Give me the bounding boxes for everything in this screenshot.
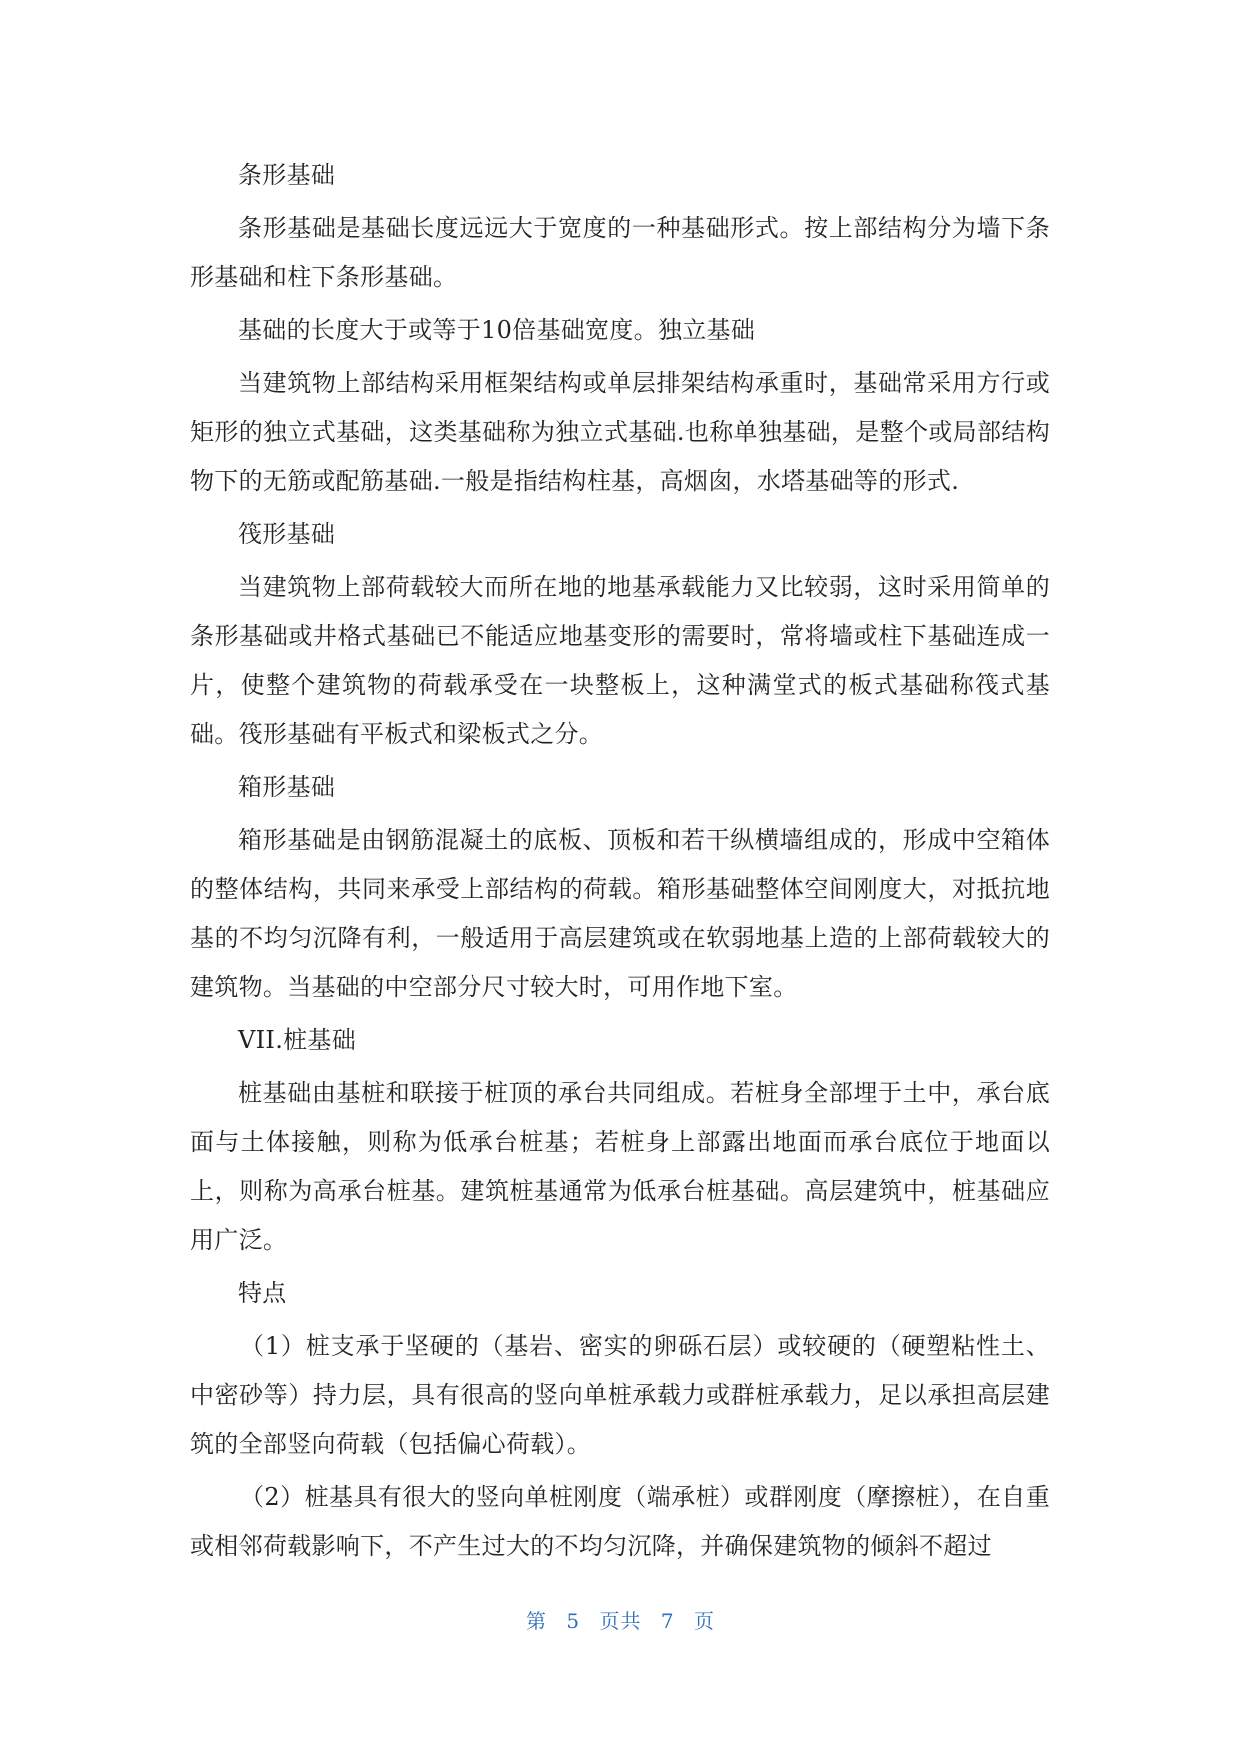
paragraph-isolated-foundation: 当建筑物上部结构采用框架结构或单层排架结构承重时，基础常采用方行或矩形的独立式基础，这类基础称为独立式基础.也称单独基础，是整个或局部结构物下的无筋或配筋基础.一般是指结构柱基，高烟囱，水塔基础等的形式.	[190, 369, 1050, 495]
footer-prefix: 第	[526, 1609, 548, 1633]
feature-item-1: （1）桩支承于坚硬的（基岩、密实的卵砾石层）或较硬的（硬塑粘性土、中密砂等）持力层，具有很高的竖向单桩承载力或群桩承载力，足以承担高层建筑的全部竖向荷载（包括偏心荷载）。	[190, 1332, 1050, 1458]
page-footer	[0, 1605, 1241, 1634]
paragraph-box-foundation: 箱形基础是由钢筋混凝土的底板、顶板和若干纵横墙组成的，形成中空箱体的整体结构，共同来承受上部结构的荷载。箱形基础整体空间刚度大，对抵抗地基的不均匀沉降有利，一般适用于高层建筑或在软弱地基上造的上部荷载较大的建筑物。当基础的中空部分尺寸较大时，可用作地下室。	[190, 826, 1050, 1001]
document-body	[190, 151, 1050, 1575]
paragraph-strip-foundation: 条形基础是基础长度远远大于宽度的一种基础形式。按上部结构分为墙下条形基础和柱下条形基础。	[190, 214, 1050, 291]
heading-pile-foundation: VII.桩基础	[238, 1026, 357, 1054]
footer-suffix: 页	[693, 1609, 715, 1633]
feature-item-2: （2）桩基具有很大的竖向单桩刚度（端承桩）或群刚度（摩擦桩），在自重或相邻荷载影响下，不产生过大的不均匀沉降，并确保建筑物的倾斜不超过	[190, 1483, 1050, 1560]
heading-raft-foundation: 筏形基础	[238, 520, 336, 548]
footer-total-pages: 7	[660, 1609, 675, 1633]
heading-strip-foundation: 条形基础	[238, 161, 336, 189]
footer-page-number: 5	[566, 1609, 581, 1633]
heading-features: 特点	[238, 1279, 287, 1307]
heading-box-foundation: 箱形基础	[238, 773, 336, 801]
paragraph-strip-length: 基础的长度大于或等于10倍基础宽度。独立基础	[238, 316, 756, 344]
footer-middle: 页共	[599, 1609, 642, 1633]
paragraph-raft-foundation: 当建筑物上部荷载较大而所在地的地基承载能力又比较弱，这时采用简单的条形基础或井格式基础已不能适应地基变形的需要时，常将墙或柱下基础连成一片，使整个建筑物的荷载承受在一块整板上，这种满堂式的板式基础称筏式基础。筏形基础有平板式和梁板式之分。	[190, 573, 1050, 748]
paragraph-pile-foundation: 桩基础由基桩和联接于桩顶的承台共同组成。若桩身全部埋于土中，承台底面与土体接触，则称为低承台桩基；若桩身上部露出地面而承台底位于地面以上，则称为高承台桩基。建筑桩基通常为低承台桩基础。高层建筑中，桩基础应用广泛。	[190, 1079, 1050, 1254]
